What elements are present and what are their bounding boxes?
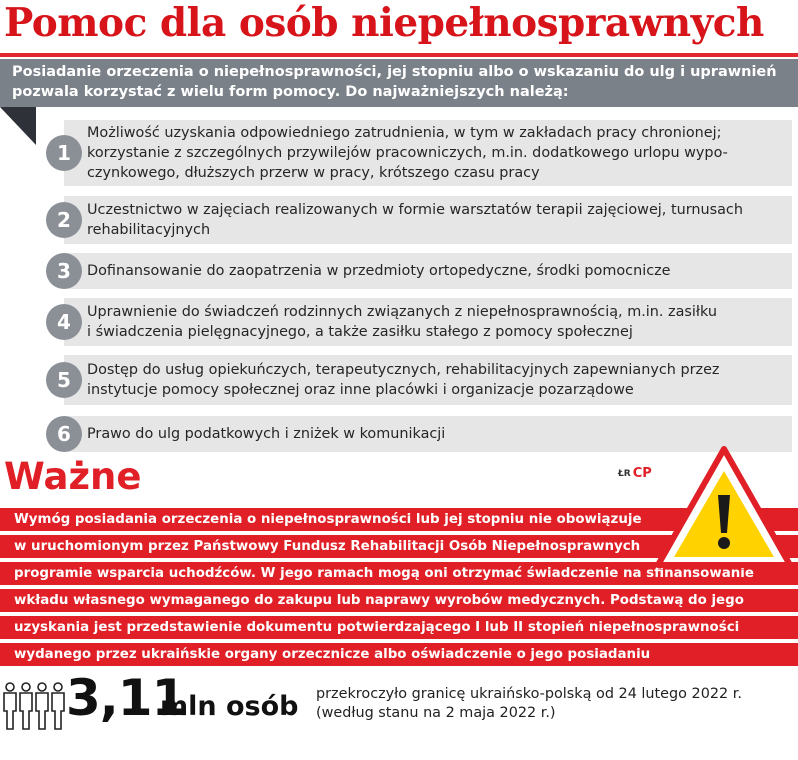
list-item-text (87, 200, 743, 240)
list-item-text (87, 302, 717, 342)
list-item (57, 298, 792, 346)
stat-description-line: (według stanu na 2 maja 2022 r.) (316, 705, 556, 721)
list-item (57, 196, 792, 244)
banner-fold-corner (0, 107, 36, 145)
list-item-text (87, 360, 720, 400)
stat-description (316, 685, 742, 723)
people-group-icon (2, 681, 74, 731)
important-line: Wymóg posiadania orzeczenia o niepełnosprawności lub jej stopniu nie obowiązuje (14, 512, 642, 527)
important-heading: Ważne (4, 455, 142, 498)
intro-line-1: Posiadanie orzeczenia o niepełnosprawności, jej stopniu albo o wskazaniu do ulg i uprawnień (12, 64, 777, 80)
list-item-line: Dostęp do usług opiekuńczych, terapeutycznych, rehabilitacyjnych zapewnianych przez (87, 362, 720, 378)
publisher-logo: CP (632, 466, 652, 481)
list-item-line: Możliwość uzyskania odpowiedniego zatrudnienia, w tym w zakładach pracy chronionej; (87, 125, 722, 141)
number-badge: 4 (46, 304, 82, 340)
stat-description-line: przekroczyło granicę ukraińsko-polską od 24 lutego 2022 r. (316, 686, 742, 702)
important-line: programie wsparcia uchodźców. W jego ramach mogą oni otrzymać świadczenie na sfinansowanie (14, 566, 754, 581)
list-item-line: czynkowego, dłuższych przerw w pracy, krótszego czasu pracy (87, 165, 540, 181)
author-initials: ŁR (618, 468, 631, 479)
intro-banner (0, 59, 798, 107)
list-item-line: instytucje pomocy społecznej oraz inne placówki i organizacje pozarządowe (87, 382, 634, 398)
list-item-text (87, 424, 445, 444)
important-line: w uruchomionym przez Państwowy Fundusz Rehabilitacji Osób Niepełnosprawnych (14, 539, 641, 554)
list-item-text (87, 123, 728, 183)
list-item-line: rehabilitacyjnych (87, 222, 211, 238)
number-badge: 5 (46, 362, 82, 398)
list-item (57, 120, 792, 186)
author-credit (618, 466, 652, 481)
list-item-line: Dofinansowanie do zaopatrzenia w przedmioty ortopedyczne, środki pomocnicze (87, 263, 671, 279)
list-item-line: Prawo do ulg podatkowych i zniżek w komunikacji (87, 426, 446, 442)
title-divider (0, 53, 798, 57)
important-line: wkładu własnego wymaganego do zakupu lub naprawy wyrobów medycznych. Podstawą do jego (14, 593, 744, 608)
warning-triangle-icon (654, 445, 794, 569)
list-item (57, 253, 792, 289)
stat-value: 3,11 (66, 669, 186, 727)
important-line: uzyskania jest przedstawienie dokumentu potwierdzającego I lub II stopień niepełnosprawności (14, 620, 740, 635)
stat-unit: mln osób (160, 691, 299, 722)
list-item-line: i świadczenia pielęgnacyjnego, a także zasiłku stałego z pomocy społecznej (87, 324, 633, 340)
list-item-line: Uczestnictwo w zajęciach realizowanych w formie warsztatów terapii zajęciowej, turnusach (87, 202, 743, 218)
intro-line-2: pozwala korzystać z wielu form pomocy. Do najważniejszych należą: (12, 84, 569, 100)
list-item-text (87, 261, 671, 281)
important-line: wydanego przez ukraińskie organy orzecznicze albo oświadczenie o jego posiadaniu (14, 647, 651, 662)
number-badge: 2 (46, 202, 82, 238)
list-item-line: Uprawnienie do świadczeń rodzinnych związanych z niepełnosprawnością, m.in. zasiłku (87, 304, 718, 320)
number-badge: 1 (46, 135, 82, 171)
number-badge: 6 (46, 416, 82, 452)
list-item-line: korzystanie z szczególnych przywilejów pracowniczych, m.in. dodatkowego urlopu wypo- (87, 145, 728, 161)
number-badge: 3 (46, 253, 82, 289)
list-item (57, 355, 792, 405)
page-title: Pomoc dla osób niepełnosprawnych (4, 0, 764, 46)
